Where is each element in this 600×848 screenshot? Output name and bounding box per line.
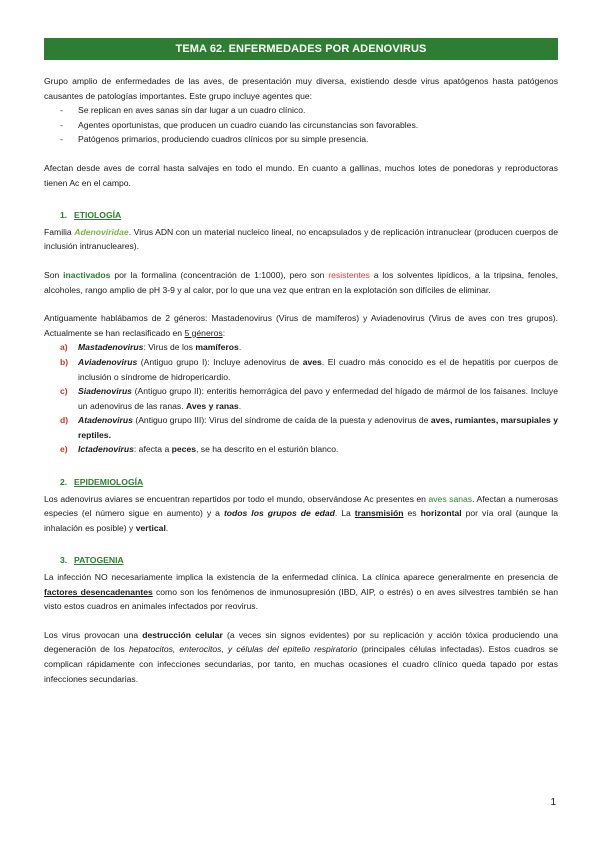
resistance-paragraph: Son inactivados por la formalina (concentración de 1:1000), pero son resistentes a los solventes lipídicos, a la tripsina, fenoles, alcoholes, rango amplio de pH 3-9 y al calor, por lo que una vez que entran en la explotación son difíciles de eliminar. <box>44 269 558 295</box>
genus-text: : Virus de los <box>143 342 196 353</box>
genus-text: : afecta a <box>133 444 172 455</box>
genus-item <box>60 413 558 442</box>
list-item: - Se replican en aves sanas sin dar lugar a un cuadro clínico. <box>60 103 558 118</box>
genera-list <box>44 340 558 457</box>
pathogenesis-paragraph-1: La infección NO necesariamente implica la existencia de la enfermedad clínica. La clínica aparece generalmente en presencia de factores desencadenantes como son los fenómenos de inmunosupresión (IBD, AIP, o estrés) o en aves silvestres también se han visto estos cuadros en animales infectados por reovirus. <box>44 572 558 612</box>
genus-marker: a) <box>60 342 68 353</box>
genus-name: Ictadenovirus <box>78 444 134 455</box>
genus-text: aves, rumiantes, marsupiales y reptiles. <box>78 415 558 440</box>
intro-paragraph: Grupo amplio de enfermedades de las aves, de presentación muy diversa, existiendo desde virus apatógenos hasta patógenos causantes de patologías importantes. Este grupo incluye agentes que: <box>44 76 558 101</box>
epidemiology-paragraph: Los adenovirus aviares se encuentran repartidos por todo el mundo, observándose Ac presentes en aves sanas. Afectan a numerosas especies (el número sigue en aumento) y a todos los grupos de edad. La transmisión es horizontal por vía oral (aunque la inhalación es posible) y vertical. <box>44 493 558 533</box>
genus-text: (Antiguo grupo III): Virus del síndrome de caída de la puesta y adenovirus de <box>132 415 431 426</box>
genus-marker: d) <box>60 415 69 426</box>
distribution-paragraph: Afectan desde aves de corral hasta salvajes en todo el mundo. En cuanto a gallinas, muchos lotes de ponedoras y reproductoras tienen Ac en el campo. <box>44 162 558 188</box>
genus-text: mamíferos <box>195 342 239 353</box>
section-heading-patogenia: 3. PATOGENIA <box>60 555 124 566</box>
document-page <box>44 38 558 686</box>
genus-item <box>60 442 558 457</box>
genus-marker: b) <box>60 356 69 367</box>
list-item: - Patógenos primarios, produciendo cuadros clínicos por su simple presencia. <box>60 132 558 147</box>
genus-name: Siadenovirus <box>78 386 132 397</box>
genus-text: . <box>238 342 242 353</box>
pathogenesis-paragraph-2: Los virus provocan una destrucción celular (a veces sin signos evidentes) por su replicación y acción tóxica produciendo una degeneración de los hepatocitos, enterocitos, y células del epitelio respiratorio (principales células infectadas). Estos cuadros se complican rápidamente con infecciones secundarias, por tanto, en muchas ocasiones el cuadro clínico queda tapado por estas infecciones secundarias. <box>44 629 558 684</box>
agent-list <box>44 103 558 147</box>
genus-text: (Antiguo grupo II): enteritis hemorrágica del pavo y enfermedad del hígado de mármol de los faisanes. Incluye un adenovirus de las ranas. <box>78 386 558 411</box>
section-heading-etiologia: 1. ETIOLOGÍA <box>60 210 122 221</box>
family-paragraph: Familia Adenoviridae. Virus ADN con un material nucleico lineal, no encapsulados y de replicación intranuclear (producen cuerpos de inclusión intranucleares). <box>44 226 558 252</box>
list-item: - Agentes oportunistas, que producen un cuadro cuando las circunstancias son favorables. <box>60 118 558 133</box>
genus-text: . <box>238 400 242 411</box>
section-heading-epidemiologia: 2. EPIDEMIOLOGÍA <box>60 477 144 488</box>
genus-item <box>60 355 558 384</box>
genus-text: aves <box>302 356 322 367</box>
genus-marker: c) <box>60 386 68 397</box>
genus-name: Mastadenovirus <box>78 342 144 353</box>
genus-marker: e) <box>60 444 68 455</box>
page-title: TEMA 62. ENFERMEDADES POR ADENOVIRUS <box>44 38 558 60</box>
genus-name: Aviadenovirus <box>78 356 138 367</box>
genus-item <box>60 340 558 355</box>
genera-paragraph: Antiguamente hablábamos de 2 géneros: Mastadenovirus (Virus de mamíferos) y Aviadenovirus (Virus de aves con tres grupos). Actualmente se han reclasificado en 5 géneros: <box>44 313 558 338</box>
genus-item <box>60 384 558 413</box>
genus-text: peces <box>171 444 197 455</box>
genus-text: . El cuadro más conocido es el de hepatitis por cuerpos de inclusión o síndrome de hidropericardio. <box>78 356 558 382</box>
page-number: 1 <box>550 797 556 808</box>
genus-text: (Antiguo grupo I): Incluye adenovirus de <box>137 356 303 367</box>
genus-text: , se ha descrito en el esturión blanco. <box>196 444 339 455</box>
genus-name: Atadenovirus <box>78 415 133 426</box>
genus-text: Aves y ranas <box>185 400 239 411</box>
